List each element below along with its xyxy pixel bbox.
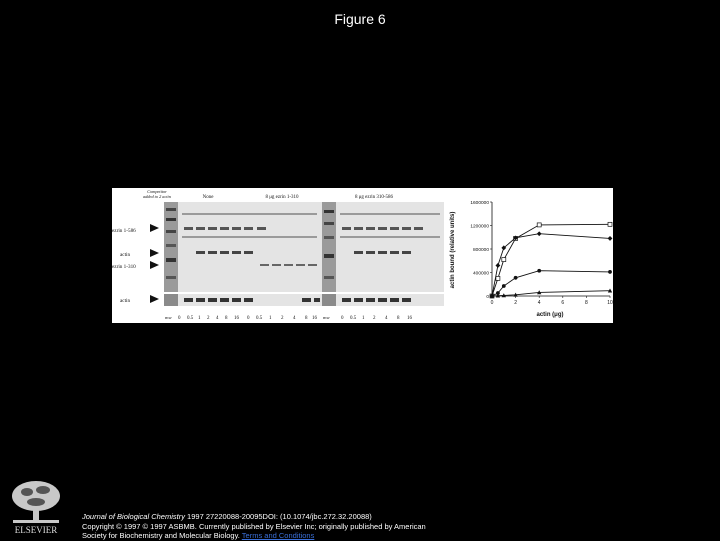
x-tick-label: 10	[607, 300, 613, 306]
lane-label: 0.5	[256, 316, 263, 321]
lane-label-mw: mw	[165, 315, 172, 320]
x-tick-label: 2	[514, 300, 517, 306]
series-3-point	[502, 284, 506, 288]
series-1-point	[537, 223, 541, 227]
lane-label: 8	[397, 316, 400, 321]
band-label-ezrin-1-310: ezrin 1-310	[112, 264, 136, 270]
gel-group-label-none: None	[202, 195, 214, 200]
y-tick-label: 0	[486, 294, 489, 300]
lane-label: 0	[341, 316, 344, 321]
citation-line-1	[82, 512, 426, 522]
citation-line-2: Copyright © 1997 © 1997 ASBMB. Currently published by Elsevier Inc; originally published by American	[82, 521, 426, 531]
series-2-point	[608, 236, 613, 241]
lane-label: 0	[247, 316, 250, 321]
lane-label: 4	[293, 316, 296, 321]
series-3-point	[537, 269, 541, 273]
series-2-point	[537, 231, 542, 236]
band-label-actin: actin	[120, 252, 131, 258]
lane-label-mw: mw	[323, 315, 330, 320]
series-line-2	[492, 234, 610, 296]
lower-label-actin: actin	[120, 298, 131, 304]
gel-image	[112, 188, 452, 323]
series-1-point	[502, 258, 506, 262]
lane-label: 1	[198, 316, 201, 321]
citation-details: 1997 27220088-20095DOI: (10.1074/jbc.272.32.20088)	[184, 512, 372, 521]
gel-group-label-ezrin-1-310: 8 μg ezrin 1-310	[265, 195, 299, 200]
band-label-ezrin-1-586: ezrin 1-586	[112, 228, 136, 234]
lane-label: 0.5	[350, 316, 357, 321]
lane-label: 4	[216, 316, 219, 321]
citation-line-3	[82, 531, 426, 541]
elsevier-logo	[5, 478, 67, 536]
lane-label: 4	[385, 316, 388, 321]
y-axis-label: actin bound (relative units)	[450, 211, 456, 289]
y-tick-label: 800000	[472, 247, 489, 253]
lane-label: 2	[281, 316, 284, 321]
lane-label: 16	[312, 316, 317, 321]
y-tick-label: 1200000	[470, 224, 489, 230]
series-1-point	[496, 276, 500, 280]
lane-label: 0	[178, 316, 181, 321]
lane-label: 8	[225, 316, 228, 321]
lane-label: 2	[373, 316, 376, 321]
x-tick-label: 4	[537, 300, 541, 306]
terms-and-conditions-link[interactable]: Terms and Conditions	[241, 531, 315, 540]
gel-group-label-ezrin-310-586: 8 μg ezrin 310-586	[354, 195, 394, 200]
series-3-point	[514, 276, 518, 280]
x-axis-label: actin (μg)	[536, 312, 564, 318]
citation-society: Society for Biochemistry and Molecular Biology.	[82, 531, 242, 540]
series-line-1	[492, 224, 610, 296]
logo-wordmark: ELSEVIER	[14, 525, 58, 535]
page-title: Figure 6	[334, 11, 386, 27]
series-2-point	[496, 263, 501, 268]
y-tick-label: 400000	[472, 271, 489, 277]
x-tick-label: 8	[585, 300, 588, 306]
citation-journal: Journal of Biological Chemistry	[82, 512, 185, 521]
series-3-point	[608, 270, 612, 274]
gel-header-competitor: Competitor	[147, 189, 167, 194]
x-tick-label: 0	[490, 300, 494, 306]
y-tick-label: 1600000	[470, 200, 489, 206]
lane-label: 16	[234, 316, 239, 321]
binding-curve-chart	[450, 200, 613, 318]
lane-label: 1	[269, 316, 272, 321]
lane-label: 16	[407, 316, 412, 321]
x-tick-label: 6	[561, 300, 565, 306]
citation	[82, 512, 426, 541]
lane-label: 0.5	[187, 316, 194, 321]
lane-label: 2	[207, 316, 210, 321]
series-line-4	[492, 291, 610, 296]
lane-label: 8	[305, 316, 308, 321]
series-1-point	[608, 222, 612, 226]
figure-panel	[112, 188, 613, 323]
gel-header-competitor-2: added to 2 actin	[143, 194, 171, 199]
lane-label: 1	[362, 316, 365, 321]
